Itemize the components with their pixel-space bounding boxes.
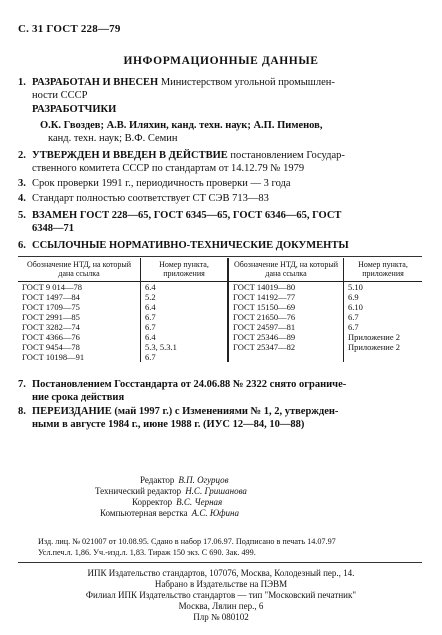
credit-editor-role: Редактор bbox=[140, 475, 175, 485]
credit-proof-name: В.С. Черная bbox=[176, 497, 223, 507]
ref-doc-right: ГОСТ 21650—76 bbox=[228, 312, 344, 322]
ref-doc-right bbox=[228, 352, 344, 362]
header-doc-left: Обозначение НТД, на который дана ссылка bbox=[18, 258, 141, 282]
developers-label: РАЗРАБОТЧИКИ bbox=[32, 104, 117, 115]
item-8 bbox=[18, 405, 428, 431]
item-7-text: Постановлением Госстандарта от 24.06.88 № 2322 снято ограниче- bbox=[32, 379, 347, 390]
item-1 bbox=[18, 76, 428, 102]
item-2-text: постановлением Государ- bbox=[230, 150, 345, 161]
item-3 bbox=[18, 177, 428, 190]
ref-doc-left: ГОСТ 10198—91 bbox=[22, 352, 85, 362]
item-4 bbox=[18, 192, 428, 205]
ref-clause-right: Приложение 2 bbox=[344, 332, 423, 342]
header-clause-left: Номер пункта, приложения bbox=[141, 258, 229, 282]
ref-clause-right: 6.10 bbox=[344, 302, 423, 312]
credit-layout-role: Компьютерная верстка bbox=[100, 508, 188, 518]
ref-clause-left: 6.7 bbox=[141, 322, 229, 332]
ref-clause-left: 6.4 bbox=[141, 282, 229, 293]
credit-proofreader bbox=[132, 497, 222, 509]
item-1-text: Министерством угольной промышлен- bbox=[160, 77, 335, 88]
item-7-number: 7. bbox=[18, 379, 26, 390]
item-8-number: 8. bbox=[18, 406, 26, 417]
ref-doc-left: ГОСТ 4366—76 bbox=[22, 332, 80, 342]
ref-doc-right: ГОСТ 15150—69 bbox=[228, 302, 344, 312]
item-5 bbox=[18, 209, 428, 235]
header-clause-right: Номер пункта, приложения bbox=[344, 258, 423, 282]
table-row bbox=[18, 352, 422, 362]
item-5-number: 5. bbox=[18, 210, 26, 221]
item-7-line2: ние срока действия bbox=[32, 392, 125, 403]
table-row bbox=[18, 322, 422, 332]
ref-clause-left: 6.7 bbox=[141, 312, 229, 322]
item-1-number: 1. bbox=[18, 77, 26, 88]
item-5-line2: 6348—71 bbox=[32, 223, 74, 234]
credit-tech-name: Н.С. Гришанова bbox=[185, 486, 247, 496]
credit-tech-role: Технический редактор bbox=[95, 486, 182, 496]
imprint-line-4: Москва, Лялин пер., 6 bbox=[178, 601, 264, 611]
developers-line-1: О.К. Гвоздев; А.В. Иляхин, канд. техн. наук; А.П. Пименов, bbox=[40, 120, 323, 131]
ref-clause-left: 6.7 bbox=[141, 352, 229, 362]
credit-layout-name: А.С. Юфина bbox=[191, 508, 239, 518]
ref-clause-left: 6.4 bbox=[141, 332, 229, 342]
developers-list bbox=[40, 119, 430, 145]
imprint-rule bbox=[18, 562, 422, 563]
item-2-line2: ственного комитета СССР по стандартам от 14.12.79 № 1979 bbox=[32, 163, 305, 174]
ref-doc-right: ГОСТ 14192—77 bbox=[228, 292, 344, 302]
item-8-text: ПЕРЕИЗДАНИЕ (май 1997 г.) с Изменениями № 1, 2, утвержден- bbox=[32, 406, 339, 417]
item-1-line2: ности СССР bbox=[32, 90, 88, 101]
ref-clause-right: 6.7 bbox=[344, 312, 423, 322]
references-table bbox=[18, 258, 422, 362]
item-6 bbox=[18, 239, 428, 252]
item-5-text: ВЗАМЕН ГОСТ 228—65, ГОСТ 6345—65, ГОСТ 6346—65, ГОСТ bbox=[32, 210, 342, 221]
ref-doc-right: ГОСТ 14019—80 bbox=[228, 282, 344, 293]
ref-clause-left: 5.2 bbox=[141, 292, 229, 302]
ref-doc-right: ГОСТ 24597—81 bbox=[228, 322, 344, 332]
ref-doc-left: ГОСТ 9 014—78 bbox=[22, 282, 83, 292]
ref-clause-right: Приложение 2 bbox=[344, 342, 423, 352]
table-row bbox=[18, 282, 422, 293]
publication-details bbox=[18, 536, 428, 558]
table-top-rule bbox=[18, 256, 422, 257]
item-2 bbox=[18, 149, 428, 175]
ref-doc-left: ГОСТ 2991—85 bbox=[22, 312, 80, 322]
credit-editor bbox=[140, 475, 229, 487]
publication-line-2: Усл.печ.л. 1,86. Уч.-изд.л. 1,83. Тираж 150 экз. С 690. Зак. 499. bbox=[38, 548, 256, 557]
ref-clause-left: 5.3, 5.3.1 bbox=[141, 342, 229, 352]
item-8-line2: ными в августе 1984 г., июне 1988 г. (ИУС 12—84, 10—88) bbox=[32, 419, 305, 430]
credit-proof-role: Корректор bbox=[132, 497, 173, 507]
ref-clause-right: 6.9 bbox=[344, 292, 423, 302]
table-row bbox=[18, 292, 422, 302]
publication-line-1: Изд. лиц. № 021007 от 10.08.95. Сдано в набор 17.06.97. Подписано в печать 14.07.97 bbox=[38, 537, 336, 546]
developers-line-2: канд. техн. наук; В.Ф. Семин bbox=[48, 133, 178, 144]
item-7 bbox=[18, 378, 428, 404]
imprint-line-2: Набрано в Издательстве на ПЭВМ bbox=[154, 579, 288, 589]
ref-clause-right: 5.10 bbox=[344, 282, 423, 293]
item-4-text: Стандарт полностью соответствует СТ СЭВ 713—83 bbox=[32, 193, 269, 204]
imprint-line-5: Плр № 080102 bbox=[193, 612, 249, 622]
item-2-number: 2. bbox=[18, 150, 26, 161]
ref-doc-right: ГОСТ 25347—82 bbox=[228, 342, 344, 352]
item-3-number: 3. bbox=[18, 178, 26, 189]
ref-doc-left: ГОСТ 1709—75 bbox=[22, 302, 80, 312]
header-doc-right: Обозначение НТД, на который дана ссылка bbox=[228, 258, 344, 282]
ref-clause-right: 6.7 bbox=[344, 322, 423, 332]
table-row bbox=[18, 332, 422, 342]
ref-clause-left: 6.4 bbox=[141, 302, 229, 312]
ref-doc-left: ГОСТ 1497—84 bbox=[22, 292, 80, 302]
table-row bbox=[18, 342, 422, 352]
credit-tech-editor bbox=[95, 486, 247, 498]
page-header: С. 31 ГОСТ 228—79 bbox=[18, 23, 121, 35]
ref-clause-right bbox=[344, 352, 423, 362]
ref-doc-left: ГОСТ 3282—74 bbox=[22, 322, 80, 332]
item-1-lead: РАЗРАБОТАН И ВНЕСЕН bbox=[32, 77, 159, 88]
credit-layout bbox=[100, 508, 239, 520]
table-row bbox=[18, 312, 422, 322]
imprint-line-3: Филиал ИПК Издательство стандартов — тип "Московский печатник" bbox=[85, 590, 357, 600]
imprint-block bbox=[0, 568, 442, 623]
ref-doc-left: ГОСТ 9454—78 bbox=[22, 342, 80, 352]
table-row bbox=[18, 302, 422, 312]
credit-editor-name: В.П. Огурцов bbox=[178, 475, 229, 485]
item-6-text: ССЫЛОЧНЫЕ НОРМАТИВНО-ТЕХНИЧЕСКИЕ ДОКУМЕНТЫ bbox=[32, 240, 349, 251]
item-6-number: 6. bbox=[18, 240, 26, 251]
item-4-number: 4. bbox=[18, 193, 26, 204]
section-title: ИНФОРМАЦИОННЫЕ ДАННЫЕ bbox=[123, 55, 319, 67]
item-2-lead: УТВЕРЖДЕН И ВВЕДЕН В ДЕЙСТВИЕ bbox=[32, 150, 228, 161]
ref-doc-right: ГОСТ 25346—89 bbox=[228, 332, 344, 342]
item-3-text: Срок проверки 1991 г., периодичность проверки — 3 года bbox=[32, 178, 291, 189]
imprint-line-1: ИПК Издательство стандартов, 107076, Москва, Колодезный пер., 14. bbox=[87, 568, 355, 578]
